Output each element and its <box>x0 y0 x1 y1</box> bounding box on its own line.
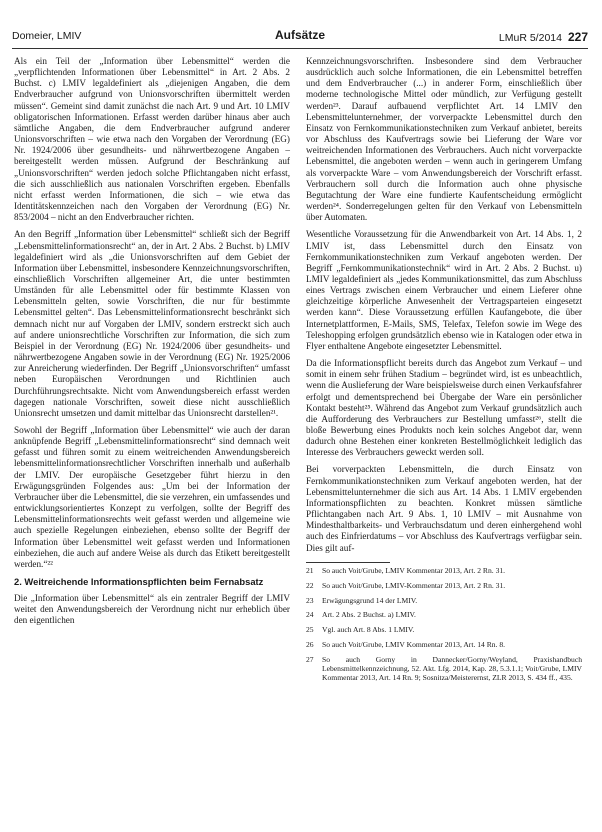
right-paragraph-2: Wesentliche Voraussetzung für die Anwendbarkeit von Art. 14 Abs. 1, 2 LMIV ist, dass Lebensmittel durch den Einsatz von Fernkommunikationstechniken zum Verkauf angeboten werden. Der Begriff „Fernkommunikationstechnik“ wird in Art. 2 Abs. 2 Buchst. u) LMIV legaldefiniert als „jedes Kommunikationsmittel, das zum Abschluss eines Vertrags zwischen einem Verbraucher und einem Lieferer ohne gleichzeitige körperliche Anwesenheit der Vertragsparteien eingesetzt werden kann“. Diese Voraussetzung erfüllen Kaufangebote, die über Internetplattformen, E-Mails, SMS, Telefax, Telefon sowie im Wege des Teleshopping erfolgen grundsätzlich ebenso wie in Katalogen oder etwa in Flyer enthaltene Angebote eingesetzter Lebensmittel. <box>306 229 582 351</box>
left-paragraph-3: Sowohl der Begriff „Information über Lebensmittel“ wie auch der daran anknüpfende Begriff „Lebensmittelinformationsrecht“ sind demnach weit gefasst und führen somit zu einem weitreichenden Anwendungsbereich lebensmittelinformationsrechtlicher Vorschriften innerhalb und außerhalb der LMIV. Der europäische Gesetzgeber führt hierzu in den Erwägungsgründen Folgendes aus: „Um bei der Information der Verbraucher über die Lebensmittel, die sie verzehren, ein umfassendes und entwicklungsorientiertes Konzept zu verfolgen, sollte der Begriff des Lebensmittelinformationsrechts weit gefasst werden und allgemeine wie auch spezielle Regelungen einbeziehen, ebenso sollte der Begriff der Information über Lebensmittel weit gefasst werden und Informationen einbeziehen, die auch auf andere Weise als durch das Etikett bereitgestellt werden.“²² <box>14 425 290 569</box>
header-rule <box>12 48 588 49</box>
footnote-rule <box>306 562 390 563</box>
footnote <box>306 611 582 620</box>
page-number: 227 <box>567 30 588 44</box>
right-paragraph-1: Kennzeichnungsvorschriften. Insbesondere sind dem Verbraucher ausdrücklich auch solche Informationen, die ein Lebensmittel betreffen und dem Endverbraucher (...) in anderer Form, einschließlich über moderne technologische Mittel oder mündlich, zur Verfügung gestellt werden²³. Darauf aufbauend verpflichtet Art. 14 LMIV den Lebensmittelunternehmer, der vorverpackte Lebensmittel durch den Einsatz von Fernkommunikationstechniken zum Verkauf anbietet, bereits vor Abschluss des Kaufvertrags sowie bei Lieferung der Ware vor weitreichenden Informationen des Verbrauchers. Auch nicht vorverpackte Lebensmittel, die angeboten werden – wenn auch in geringerem Umfang als vorverpackte Ware – vom Anwendungsbereich der Vorschrift erfasst. Verbrauchern soll durch die Information auch ohne physische Begutachtung der Ware eine fundierte Kaufentscheidung ermöglicht werden²⁴. Sonderregelungen gelten für den Verkauf von Lebensmitteln über Automaten. <box>306 56 582 223</box>
right-paragraph-4: Bei vorverpackten Lebensmitteln, die durch Einsatz von Fernkommunikationstechniken zum Verkauf angeboten werden, hat der Lebensmittelunternehmer die sich aus Art. 14 Abs. 1 LMIV ergebenden Informationspflichten zu beachten. Konkret müssen sämtliche Pflichtangaben nach Art. 9 Abs. 1, 10 LMIV – mit Ausnahme von Mindesthaltbarkeits- und Verbrauchsdatum und deren einhergehend wohl auch des Einfrierdatums – vor Abschluss des Kaufvertrags verfügbar sein. Dies gilt auf- <box>306 464 582 553</box>
left-paragraph-4: Die „Information über Lebensmittel“ als ein zentraler Begriff der LMIV weitet den Anwendungsbereich der Verordnung nicht nur erheblich über den eigentlichen <box>14 593 290 626</box>
right-column <box>306 56 582 689</box>
footnote-text: Vgl. auch Art. 8 Abs. 1 LMIV. <box>322 625 415 635</box>
footnote-text: Art. 2 Abs. 2 Buchst. a) LMIV. <box>322 610 416 620</box>
footnote-number: 21 <box>306 565 314 575</box>
footnote-number: 25 <box>306 625 314 635</box>
journal-issue: LMuR 5/2014 <box>498 32 562 44</box>
footnote <box>306 656 582 683</box>
footnotes <box>306 567 582 683</box>
footnote-number: 22 <box>306 580 314 590</box>
footnote-text: So auch Gorny in Dannecker/Gorny/Weyland, Praxishandbuch Lebensmittelkennzeichnung, 52. Akt. Lfg. 2014, Kap. 28, 5.3.1.1; Voit/Grube, LMIV Kommentar 2013, Art. 14 Rn. 9; Sosnitza/Meisterernst, ZLR 2013, S. 434 ff., 435. <box>322 655 582 682</box>
footnote <box>306 641 582 650</box>
footnote-text: So auch Voit/Grube, LMIV Kommentar 2013, Art. 2 Rn. 31. <box>322 565 506 575</box>
footnote <box>306 626 582 635</box>
footnote <box>306 567 582 576</box>
section-heading: 2. Weitreichende Informationspflichten beim Fernabsatz <box>14 576 264 588</box>
left-paragraph-2: An den Begriff „Information über Lebensmittel“ schließt sich der Begriff „Lebensmittelinformationsrecht“ an, der in Art. 2 Abs. 2 Buchst. b) LMIV legaldefiniert wird als „die Unionsvorschriften auf dem Gebiet der Information über Lebensmittel, insbesondere Kennzeichnungsvorschriften, einschließlich Vorschriften allgemeiner Art, die unter bestimmten Umständen für alle Lebensmittel oder für bestimmte Klassen von Lebensmitteln gelten, sowie Vorschriften, die nur für bestimmte Lebensmittel gelten“. Das Lebensmittelinformationsrecht beschränkt sich demnach nicht nur auf Vorgaben der LMIV, sondern erstreckt sich auch auf andere unionsrechtliche Vorschriften zur Information, die sich zum Beispiel in der Verordnung (EG) Nr. 1924/2006 über gesundheits- und nährwertbezogene Angaben sowie in der Verordnung (EG) Nr. 1925/2006 zur Anreicherung wiederfinden. Der Begriff „Unionsvorschriften“ umfasst neben Europäischen Verordnungen und Richtlinien auch Durchführungsrechtsakte. Nicht vom Anwendungsbereich erfasst werden dagegen nationale Vorschriften, soweit diese nicht ausschließlich Unionsrecht umsetzen und damit mittelbar das Unionsrecht darstellen²¹. <box>14 229 290 418</box>
footnote-number: 26 <box>306 640 314 650</box>
footnote-number: 27 <box>306 655 314 665</box>
running-head-section: Aufsätze <box>274 28 326 42</box>
footnote-number: 24 <box>306 610 314 620</box>
right-paragraph-3: Da die Informationspflicht bereits durch das Angebot zum Verkauf – und somit in einem sehr frühen Stadium – begründet wird, ist es unbeachtlich, wenn die Auslieferung der Ware beispielsweise durch einen Verkaufsfahrer erfolgt und dementsprechend bei Übergabe der Ware ein persönlicher Kontakt besteht²⁵. Während das Angebot zum Verkauf grundsätzlich auch die Aufforderung des Verbrauchers zur Bestellung umfasst²⁶, stellt die bloße Bewerbung eines Produkts noch kein solches Angebot dar, wenn dadurch ohne Bestehen einer konkreten Bestellmöglichkeit lediglich das Interesse des Verbrauchers geweckt werden soll. <box>306 358 582 458</box>
footnote-number: 23 <box>306 595 314 605</box>
footnote <box>306 597 582 606</box>
footnote-text: So auch Voit/Grube, LMIV Kommentar 2013, Art. 14 Rn. 8. <box>322 640 506 650</box>
left-paragraph-1: Als ein Teil der „Information über Lebensmittel“ werden die „verpflichtenden Informationen über Lebensmittel“ in Art. 2 Abs. 2 Buchst. c) LMIV legaldefiniert als „diejenigen Angaben, die dem Endverbraucher aufgrund von Unionsvorschriften übermittelt werden müssen“. Gemeint sind damit zunächst die nach Art. 9 und Art. 10 LMIV obligatorischen Informationen. Erfasst werden darüber hinaus aber auch sämtliche Angaben, die dem Endverbraucher aufgrund anderer Unionsvorschriften – wie etwa nach den Vorgaben der Verordnung (EG) Nr. 1924/2006 über gesundheits- und nährwertbezogene Angaben – bereitgestellt werden müssen. Aufgrund der Beschränkung auf „Unionsvorschriften“ werden jedoch solche Pflichtangaben nicht erfasst, die sich ausschließlich aus nationalen Vorschriften ergeben. Ebenfalls nicht erfasst werden Informationen, die sich – wie etwa das Identitätskennzeichen nach den Vorgaben der Verordnung (EG) Nr. 853/2004 – nicht an den Endverbraucher richten. <box>14 56 290 223</box>
left-column <box>14 56 290 633</box>
footnote-text: Erwägungsgrund 14 der LMIV. <box>322 595 418 605</box>
page-header <box>12 30 588 50</box>
running-head-journal <box>499 30 588 44</box>
running-head-author: Domeier, LMIV <box>12 30 82 42</box>
footnote <box>306 582 582 591</box>
footnote-text: So auch Voit/Grube, LMIV-Kommentar 2013, Art. 2 Rn. 31. <box>322 580 506 590</box>
